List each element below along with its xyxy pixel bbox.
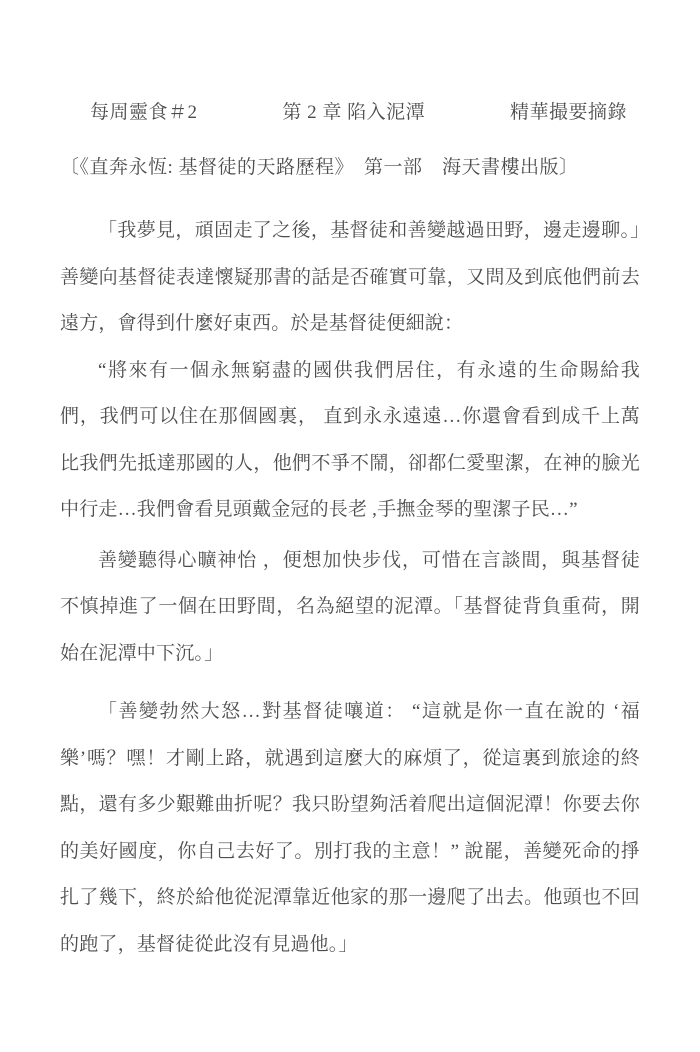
paragraph-dream-intro: 「我夢見，頑固走了之後，基督徒和善變越過田野，邊走邊聊。」善變向基督徒表達懷疑那書的話是否確實可靠，又問及到底他們前去遠方，會得到什麼好東西。於是基督徒便細說：: [60, 220, 640, 334]
header-excerpt-label: 精華撮要摘錄: [509, 102, 627, 123]
paragraph-christian-description: “將來有一個永無窮盡的國供我們居住，有永遠的生命賜給我們，我們可以住在那個國裏， 直到永永遠遠…你還會看到成千上萬比我們先抵達那國的人，他們不爭不鬧，卻都仁愛聖潔，在神的臉光中行走…我們會看見頭戴金冠的長老 ,手撫金琴的聖潔子民…”: [60, 359, 640, 520]
book-source-citation: 〔《直奔永恆: 基督徒的天路歷程》 第一部 海天書樓出版〕: [60, 157, 579, 178]
paragraph-falling-into-slough: 善變聽得心曠神怡 ，便想加快步伐，可惜在言談間，與基督徒不慎掉進了一個在田野間，名為絕望的泥潭。「基督徒背負重荷，開始在泥潭中下沉。」: [60, 549, 640, 664]
document-body: [60, 208, 640, 968]
paragraph-pliable-anger: 「善變勃然大怒…對基督徒嚷道： “這就是你一直在說的 ‘福樂’嗎？嘿！才剛上路，就遇到這麼大的麻煩了，從這裏到旅途的終點，還有多少艱難曲折呢？我只盼望夠活着爬出這個泥潭！你要去你的美好國度，你自己去好了。別打我的主意！” 說罷，善變死命的掙扎了幾下，終於給他從泥潭靠近他家的那一邊爬了出去。他頭也不回的跑了，基督徒從此沒有見過他。」: [60, 701, 640, 955]
page-header: [60, 90, 640, 136]
header-chapter-title: 第 2 章 陷入泥潭: [282, 102, 426, 123]
header-issue-label: 每周靈食＃2: [90, 102, 198, 123]
